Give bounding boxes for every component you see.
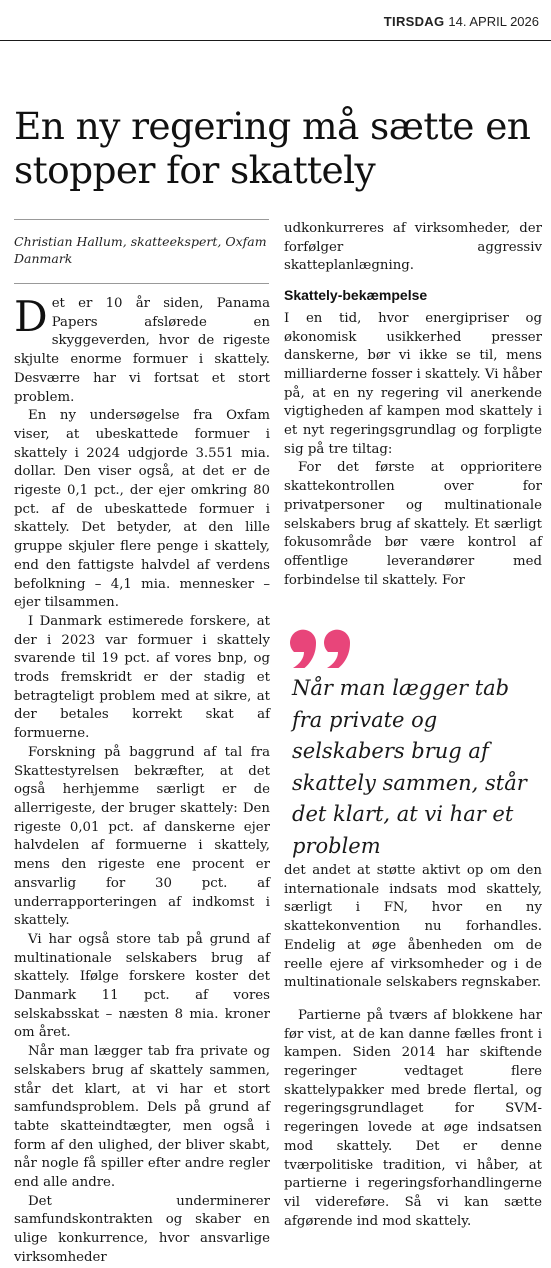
paragraph-5: Vi har også store tab på grund af multinationale selskabers brug af skattely. Ifølge forskere koster det Danmark 11 pct. af vores selskabsskat – næsten 8 mia. kroner om året. (14, 931, 270, 1041)
paragraph-4: Forskning på baggrund af tal fra Skattestyrelsen bekræfter, at det også herhjemme særligt er de allerrigeste, der bruger skattely: Den rigeste 0,01 pct. af danskerne ejer halvdelen af formuerne i skattely, mens den rigeste ene procent er ansvarlig for 30 pct. af underrapporteringen af indkomst i skattely. (14, 744, 270, 929)
left-column (14, 292, 270, 1268)
byline: Christian Hallum, skatteekspert, Oxfam Danmark (14, 234, 267, 266)
top-rule (0, 40, 551, 41)
pull-quote: Når man lægger tab fra private og selskabers brug af skattely sammen, står det klart, at vi har et problem (292, 676, 527, 858)
paragraph-2: En ny undersøgelse fra Oxfam viser, at ubeskattede formuer i skattely i 2024 udgjorde 3.551 mia. dollar. Den viser også, at det er de rigeste 0,1 pct., der ejer omkring 80 pct. af de ubeskattede formuer i skattely. Det betyder, at den lille gruppe skjuler flere penge i skattely, end den fattigste halvdel af verdens befolkning – 4,1 mia. mennesker – ejer tilsammen. (14, 408, 270, 611)
byline-rule-top (14, 219, 269, 220)
paragraph-11: det andet at støtte aktivt op om den internationale indsats mod skattely, særligt i FN, hvor en ny skattekonvention nu forhandles. Endelig at øge åbenheden om de reelle ejere af virksomheder og i de multinationale selskabers regnskaber. (284, 863, 542, 991)
byline-rule-bottom (14, 283, 269, 284)
paragraph-6: Når man lægger tab fra private og selskabers brug af skattely sammen, står det klart, at vi har et stort samfundsproblem. Dels på grund af tabte skatteindtægter, men også i form af den ulighed, der bliver skabt, når nogle få spiller efter andre regler end alle andre. (14, 1044, 270, 1191)
right-column-top (284, 220, 542, 590)
drop-cap: D (14, 292, 48, 341)
paragraph-12: Partierne på tværs af blokkene har før vist, at de kan danne fælles front i kampen. Siden 2014 har skiftende regeringer vedtaget flere skattelypakker med brede flertal, og regeringsgrundlaget for SVM-regeringen lovede at øge indsatsen mod skattely. Det er denne tværpolitiske tradition, vi håber, at partierne i regeringsforhandlingerne vil videreføre. Så vi kan sætte afgørende ind mod skattely. (284, 1007, 542, 1229)
paragraph-3: I Danmark estimerede forskere, at der i 2023 var formuer i skattely svarende til 19 pct. af vores bnp, og trods fremskridt er der stadig et betragteligt problem med at sikre, at der betales korrekt skat af formuerne. (14, 613, 270, 742)
paragraph-8: udkonkurreres af virksomheder, der forfølger aggressiv skatteplanlægning. (284, 221, 542, 274)
right-column-bottom (284, 862, 542, 1231)
dateline (384, 14, 539, 29)
subheading: Skattely-bekæmpelse (284, 287, 428, 304)
paragraph-7: Det underminerer samfundskontrakten og skaber en ulige konkurrence, hvor ansvarlige virksomheder (14, 1193, 270, 1265)
date: 14. APRIL 2026 (448, 14, 539, 29)
paragraph-10: For det første at opprioritere skattekontrollen over for privatpersoner og multinationale selskabers brug af skattely. Et særligt fokusområde bør være kontrol af offentlige leverandører med forbindelse til skattely. For (284, 460, 542, 588)
weekday: TIRSDAG (383, 14, 445, 29)
paragraph-9: I en tid, hvor energipriser og økonomisk usikkerhed presser danskerne, bør vi ikke se til, mens milliarderne fosser i skattely. Vi håber på, at en ny regering vil anerkende vigtigheden af kampen mod skattely i et nyt regeringsgrundlag og forpligte sig på tre tiltag: (284, 310, 542, 457)
quote-mark-icon (284, 598, 364, 668)
paragraph-1: Det er 10 år siden, Panama Papers afslørede en skyggeverden, hvor de rigeste skjulte enorme formuer i skattely. Desværre har vi fortsat et stort problem. (14, 292, 270, 405)
headline: En ny regering må sætte en stopper for skattely (14, 104, 531, 192)
